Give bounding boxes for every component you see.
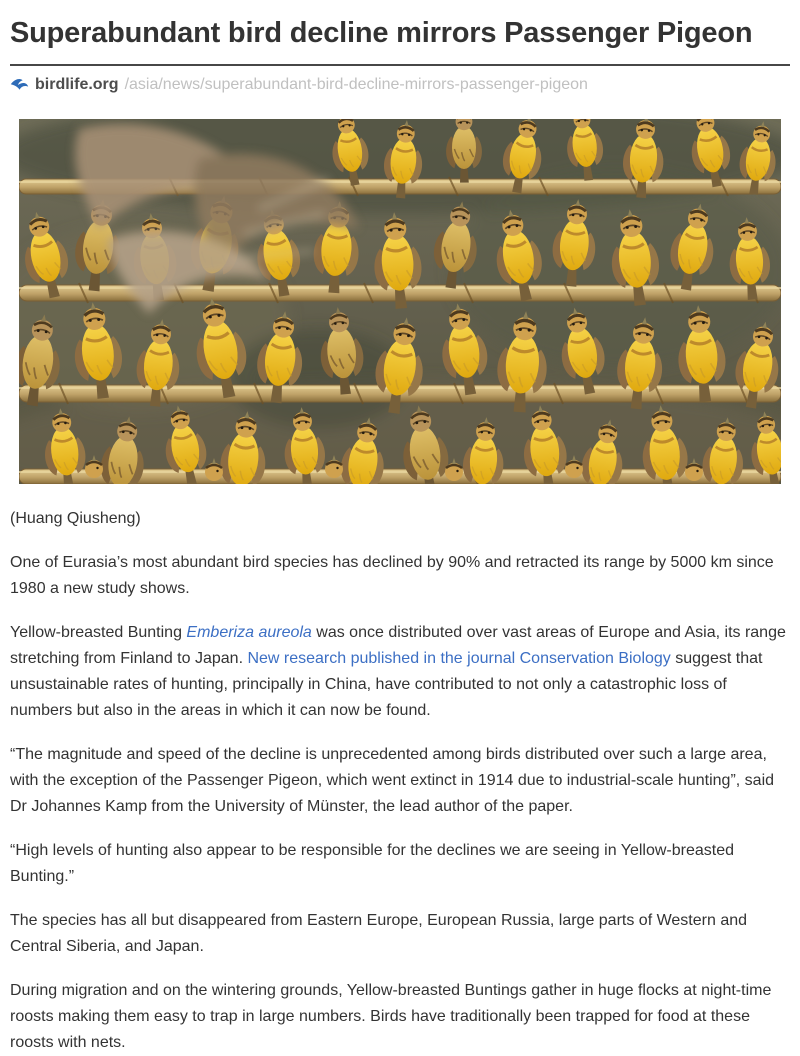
paragraph-migration-trapping: During migration and on the wintering grounds, Yellow-breasted Buntings gather in huge flocks at night-time roosts making them easy to trap in large numbers. Birds have traditionally been trapped for food at these roosts with nets. [10,981,772,1051]
paragraph-disappearance: The species has all but disappeared from Eastern Europe, European Russia, large parts of Western and Central Siberia, and Japan. [10,911,748,955]
species-name-link[interactable]: Emberiza aureola [186,623,312,641]
paragraph-text: suggest that unsustainable rates of hunting, principally in China, have contributed to not only a catastrophic loss of numbers but also in the areas in which it can now be found. [10,649,763,719]
paragraph-kamp-quote: “The magnitude and speed of the decline is unprecedented among birds distributed over such a large area, with the exception of the Passenger Pigeon, which went extinct in 1914 due to industrial-scale hunting”, said Dr Johannes Kamp from the University of Münster, the lead author of the paper. [10,745,775,815]
birdlife-swallow-icon [10,77,29,93]
source-path: /asia/news/superabundant-bird-decline-mirrors-passenger-pigeon [124,75,588,93]
page-title: Superabundant bird decline mirrors Passenger Pigeon [10,17,753,49]
paragraph-decline-stats: One of Eurasia’s most abundant bird species has declined by 90% and retracted its range by 5000 km since 1980 a new study shows. [10,553,774,597]
paragraph-species-range [10,620,790,724]
source-domain: birdlife.org [35,75,119,93]
bunting-flock-illustration [19,119,781,484]
source-line [10,75,790,95]
research-paper-link[interactable]: New research published in the journal Conservation Biology [247,649,671,667]
photo-caption: (Huang Qiusheng) [10,509,141,527]
paragraph-text: was once distributed over vast areas of Europe and Asia, its range stretching from Finland to Japan. [10,623,786,667]
article-photo [19,119,781,484]
title-divider [10,64,790,66]
paragraph-text: Yellow-breasted Bunting [10,623,187,641]
article-page [0,15,800,1056]
paragraph-hunting-quote: “High levels of hunting also appear to be responsible for the declines we are seeing in Yellow-breasted Bunting.” [10,841,735,885]
